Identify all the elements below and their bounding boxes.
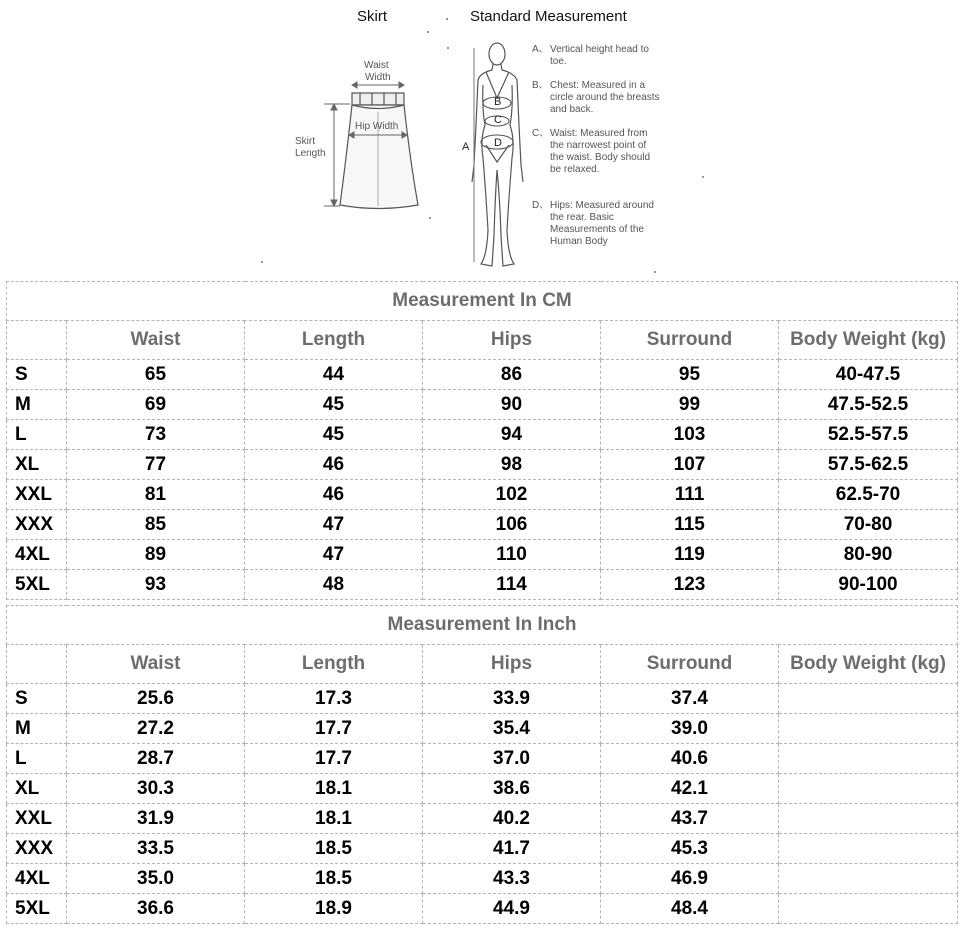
waist-width-label-2: Width: [365, 72, 391, 83]
illustration-drawing: [0, 0, 962, 278]
desc-c-text: Waist: Measured from the narrowest point of the waist. Body should be relaxed.: [550, 128, 651, 175]
value-cell: 107: [601, 450, 779, 480]
value-cell: 80-90: [779, 540, 958, 570]
value-cell: 40.2: [423, 804, 601, 834]
size-cell: S: [7, 684, 67, 714]
value-cell: 77: [67, 450, 245, 480]
value-cell: [779, 864, 958, 894]
value-cell: 47.5-52.5: [779, 390, 958, 420]
value-cell: [779, 804, 958, 834]
inch-measurement-table: [6, 605, 958, 924]
value-cell: 70-80: [779, 510, 958, 540]
table-title: Measurement In CM: [7, 282, 958, 321]
value-cell: 18.1: [245, 804, 423, 834]
value-cell: 33.5: [67, 834, 245, 864]
header-row: [7, 645, 958, 684]
table-row: [7, 684, 958, 714]
desc-d-letter: D、: [532, 200, 550, 211]
table-row: [7, 390, 958, 420]
table-row: [7, 714, 958, 744]
size-cell: 5XL: [7, 570, 67, 600]
column-header: Surround: [601, 645, 779, 684]
size-cell: XL: [7, 450, 67, 480]
value-cell: 89: [67, 540, 245, 570]
value-cell: 18.5: [245, 834, 423, 864]
value-cell: 28.7: [67, 744, 245, 774]
value-cell: 94: [423, 420, 601, 450]
column-header: Hips: [423, 645, 601, 684]
skirt-length-label-2: Length: [295, 148, 326, 159]
value-cell: [779, 834, 958, 864]
value-cell: 98: [423, 450, 601, 480]
value-cell: 45: [245, 390, 423, 420]
value-cell: 36.6: [67, 894, 245, 924]
size-cell: 4XL: [7, 540, 67, 570]
size-cell: 4XL: [7, 864, 67, 894]
table-row: [7, 360, 958, 390]
size-cell: L: [7, 420, 67, 450]
body-figure: [472, 43, 523, 266]
value-cell: 73: [67, 420, 245, 450]
value-cell: 111: [601, 480, 779, 510]
value-cell: 62.5-70: [779, 480, 958, 510]
column-header: [7, 645, 67, 684]
size-cell: S: [7, 360, 67, 390]
value-cell: 45.3: [601, 834, 779, 864]
size-cell: XXX: [7, 510, 67, 540]
table-row: [7, 894, 958, 924]
value-cell: 44.9: [423, 894, 601, 924]
size-cell: XL: [7, 774, 67, 804]
column-header: Body Weight (kg): [779, 321, 958, 360]
value-cell: 119: [601, 540, 779, 570]
value-cell: 85: [67, 510, 245, 540]
value-cell: 48.4: [601, 894, 779, 924]
value-cell: 57.5-62.5: [779, 450, 958, 480]
value-cell: [779, 714, 958, 744]
value-cell: 81: [67, 480, 245, 510]
table-row: [7, 510, 958, 540]
desc-c-letter: C、: [532, 128, 550, 139]
value-cell: 52.5-57.5: [779, 420, 958, 450]
desc-b-letter: B、: [532, 80, 549, 91]
value-cell: 25.6: [67, 684, 245, 714]
value-cell: 44: [245, 360, 423, 390]
value-cell: 39.0: [601, 714, 779, 744]
table-row: [7, 804, 958, 834]
column-header: Waist: [67, 321, 245, 360]
value-cell: 37.4: [601, 684, 779, 714]
value-cell: 90-100: [779, 570, 958, 600]
value-cell: [779, 774, 958, 804]
skirt-drawing: [340, 93, 418, 209]
letter-d: D: [494, 137, 502, 149]
standard-measurement-title: Standard Measurement: [470, 8, 627, 25]
table-row: [7, 480, 958, 510]
value-cell: 42.1: [601, 774, 779, 804]
size-cell: M: [7, 390, 67, 420]
value-cell: [779, 684, 958, 714]
table-row: [7, 834, 958, 864]
table-row: [7, 774, 958, 804]
letter-b: B: [494, 96, 502, 108]
column-header: Waist: [67, 645, 245, 684]
measurement-illustration: [0, 0, 962, 278]
table-row: [7, 420, 958, 450]
value-cell: 43.3: [423, 864, 601, 894]
desc-b-text: Chest: Measured in a circle around the breasts and back.: [550, 80, 660, 115]
value-cell: 123: [601, 570, 779, 600]
value-cell: 103: [601, 420, 779, 450]
value-cell: 86: [423, 360, 601, 390]
column-header: Length: [245, 645, 423, 684]
value-cell: 65: [67, 360, 245, 390]
value-cell: 45: [245, 420, 423, 450]
value-cell: 18.5: [245, 864, 423, 894]
value-cell: 102: [423, 480, 601, 510]
size-cell: XXL: [7, 804, 67, 834]
value-cell: 35.0: [67, 864, 245, 894]
table-row: [7, 864, 958, 894]
column-header: Surround: [601, 321, 779, 360]
value-cell: 30.3: [67, 774, 245, 804]
waist-width-label-1: Waist: [364, 60, 389, 71]
value-cell: [779, 894, 958, 924]
value-cell: 17.7: [245, 714, 423, 744]
value-cell: 35.4: [423, 714, 601, 744]
size-cell: XXX: [7, 834, 67, 864]
value-cell: 90: [423, 390, 601, 420]
table-row: [7, 540, 958, 570]
size-cell: M: [7, 714, 67, 744]
skirt-title: Skirt: [357, 8, 387, 25]
value-cell: 43.7: [601, 804, 779, 834]
value-cell: 47: [245, 540, 423, 570]
cm-measurement-table: [6, 281, 958, 600]
table-row: [7, 570, 958, 600]
column-header: [7, 321, 67, 360]
letter-a: A: [462, 141, 470, 153]
table-title: Measurement In Inch: [7, 606, 958, 645]
value-cell: 17.3: [245, 684, 423, 714]
value-cell: 114: [423, 570, 601, 600]
value-cell: 69: [67, 390, 245, 420]
value-cell: 40-47.5: [779, 360, 958, 390]
value-cell: 46: [245, 450, 423, 480]
desc-a-letter: A、: [532, 44, 549, 55]
value-cell: 37.0: [423, 744, 601, 774]
value-cell: [779, 744, 958, 774]
value-cell: 46: [245, 480, 423, 510]
value-cell: 115: [601, 510, 779, 540]
header-row: [7, 321, 958, 360]
value-cell: 93: [67, 570, 245, 600]
value-cell: 33.9: [423, 684, 601, 714]
letter-c: C: [494, 114, 502, 126]
value-cell: 110: [423, 540, 601, 570]
value-cell: 106: [423, 510, 601, 540]
value-cell: 18.9: [245, 894, 423, 924]
value-cell: 18.1: [245, 774, 423, 804]
value-cell: 48: [245, 570, 423, 600]
hip-width-label: Hip Width: [355, 121, 399, 132]
value-cell: 38.6: [423, 774, 601, 804]
column-header: Body Weight (kg): [779, 645, 958, 684]
column-header: Length: [245, 321, 423, 360]
value-cell: 27.2: [67, 714, 245, 744]
value-cell: 41.7: [423, 834, 601, 864]
size-cell: 5XL: [7, 894, 67, 924]
value-cell: 17.7: [245, 744, 423, 774]
value-cell: 46.9: [601, 864, 779, 894]
table-row: [7, 744, 958, 774]
table-row: [7, 450, 958, 480]
size-cell: L: [7, 744, 67, 774]
value-cell: 99: [601, 390, 779, 420]
value-cell: 31.9: [67, 804, 245, 834]
desc-d-text: Hips: Measured around the rear. Basic Measurements of the Human Body: [550, 200, 654, 247]
desc-a-text: Vertical height head to toe.: [550, 44, 649, 67]
value-cell: 40.6: [601, 744, 779, 774]
skirt-length-label-1: Skirt: [295, 136, 315, 147]
size-cell: XXL: [7, 480, 67, 510]
value-cell: 47: [245, 510, 423, 540]
column-header: Hips: [423, 321, 601, 360]
value-cell: 95: [601, 360, 779, 390]
